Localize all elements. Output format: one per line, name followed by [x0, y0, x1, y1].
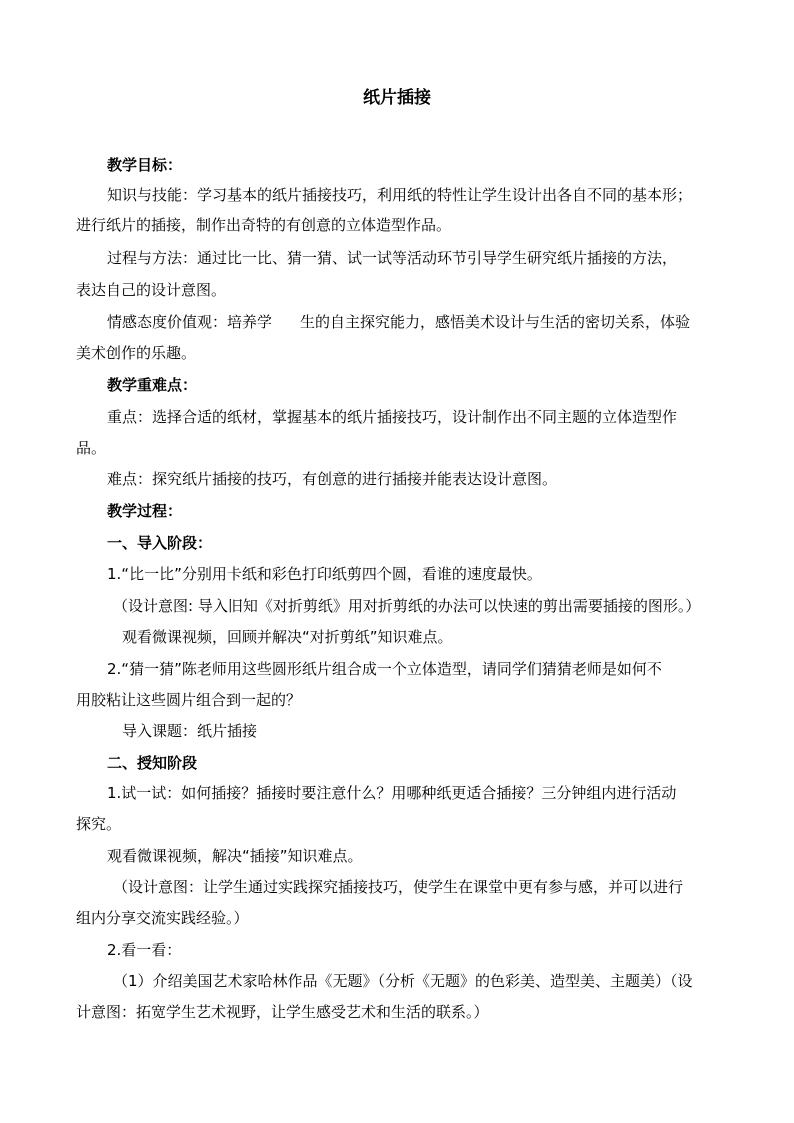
- heading-teaching-stage: 二、授知阶段: [107, 754, 198, 772]
- paragraph-line: 进行纸片的插接，制作出奇特的有创意的立体造型作品。: [76, 216, 452, 234]
- paragraph-line: 2.“猜一猜”陈老师用这些圆形纸片组合成一个立体造型，请同学们猜猜老师是如何不: [107, 660, 662, 678]
- paragraph-line: 难点：探究纸片插接的技巧，有创意的进行插接并能表达设计意图。: [107, 470, 558, 488]
- paragraph-line: 导入课题：纸片插接: [122, 722, 258, 740]
- paragraph-line: 计意图：拓宽学生艺术视野，让学生感受艺术和生活的联系。）: [76, 1003, 489, 1021]
- paragraph-line: （1）介绍美国艺术家哈林作品《无题》（分析《无题》的色彩美、造型美、主题美）（设: [113, 972, 693, 990]
- paragraph-line-part: 情感态度价值观：培养学: [107, 313, 273, 331]
- paragraph-line-part: 生的自主探究能力，感悟美术设计与生活的密切关系，体验: [300, 313, 691, 331]
- paragraph-line: 1.试一试：如何插接？插接时要注意什么？用哪种纸更适合插接？三分钟组内进行活动: [107, 784, 677, 802]
- paragraph-line: 知识与技能：学习基本的纸片插接技巧，利用纸的特性让学生设计出各自不同的基本形；: [107, 186, 693, 204]
- paragraph-line: 探究。: [76, 815, 122, 833]
- heading-teaching-process: 教学过程：: [107, 502, 183, 520]
- paragraph-line: 表达自己的设计意图。: [76, 281, 227, 299]
- paragraph-line: 重点：选择合适的纸材，掌握基本的纸片插接技巧，设计制作出不同主题的立体造型作: [107, 408, 678, 426]
- paragraph-line: 1.“比一比”分别用卡纸和彩色打印纸剪四个圆，看谁的速度最快。: [107, 565, 542, 583]
- paragraph-line: 观看微课视频，解决“插接”知识难点。: [107, 847, 363, 865]
- heading-key-points: 教学重难点：: [107, 376, 198, 394]
- paragraph-line: （设计意图: 导入旧知《对折剪纸》用对折剪纸的办法可以快速的剪出需要插接的图形。）: [113, 597, 701, 615]
- paragraph-line: 观看微课视频，回顾并解决“对折剪纸”知识难点。: [122, 628, 453, 646]
- paragraph-line: 品。: [76, 439, 107, 457]
- paragraph-line: （设计意图：让学生通过实践探究插接技巧，使学生在课堂中更有参与感，并可以进行: [113, 878, 684, 896]
- paragraph-line: 过程与方法：通过比一比、猜一猜、试一试等活动环节引导学生研究纸片插接的方法，: [107, 249, 678, 267]
- heading-intro-stage: 一、导入阶段：: [107, 534, 213, 552]
- paragraph-line: 2.看一看：: [107, 941, 182, 959]
- heading-teaching-goals: 教学目标：: [107, 156, 183, 174]
- paragraph-line: 美术创作的乐趣。: [76, 344, 197, 362]
- paragraph-line: 用胶粘让这些圆片组合到一起的？: [76, 691, 302, 709]
- document-title: 纸片插接: [363, 88, 431, 108]
- paragraph-line: 组内分享交流实践经验。）: [76, 909, 249, 927]
